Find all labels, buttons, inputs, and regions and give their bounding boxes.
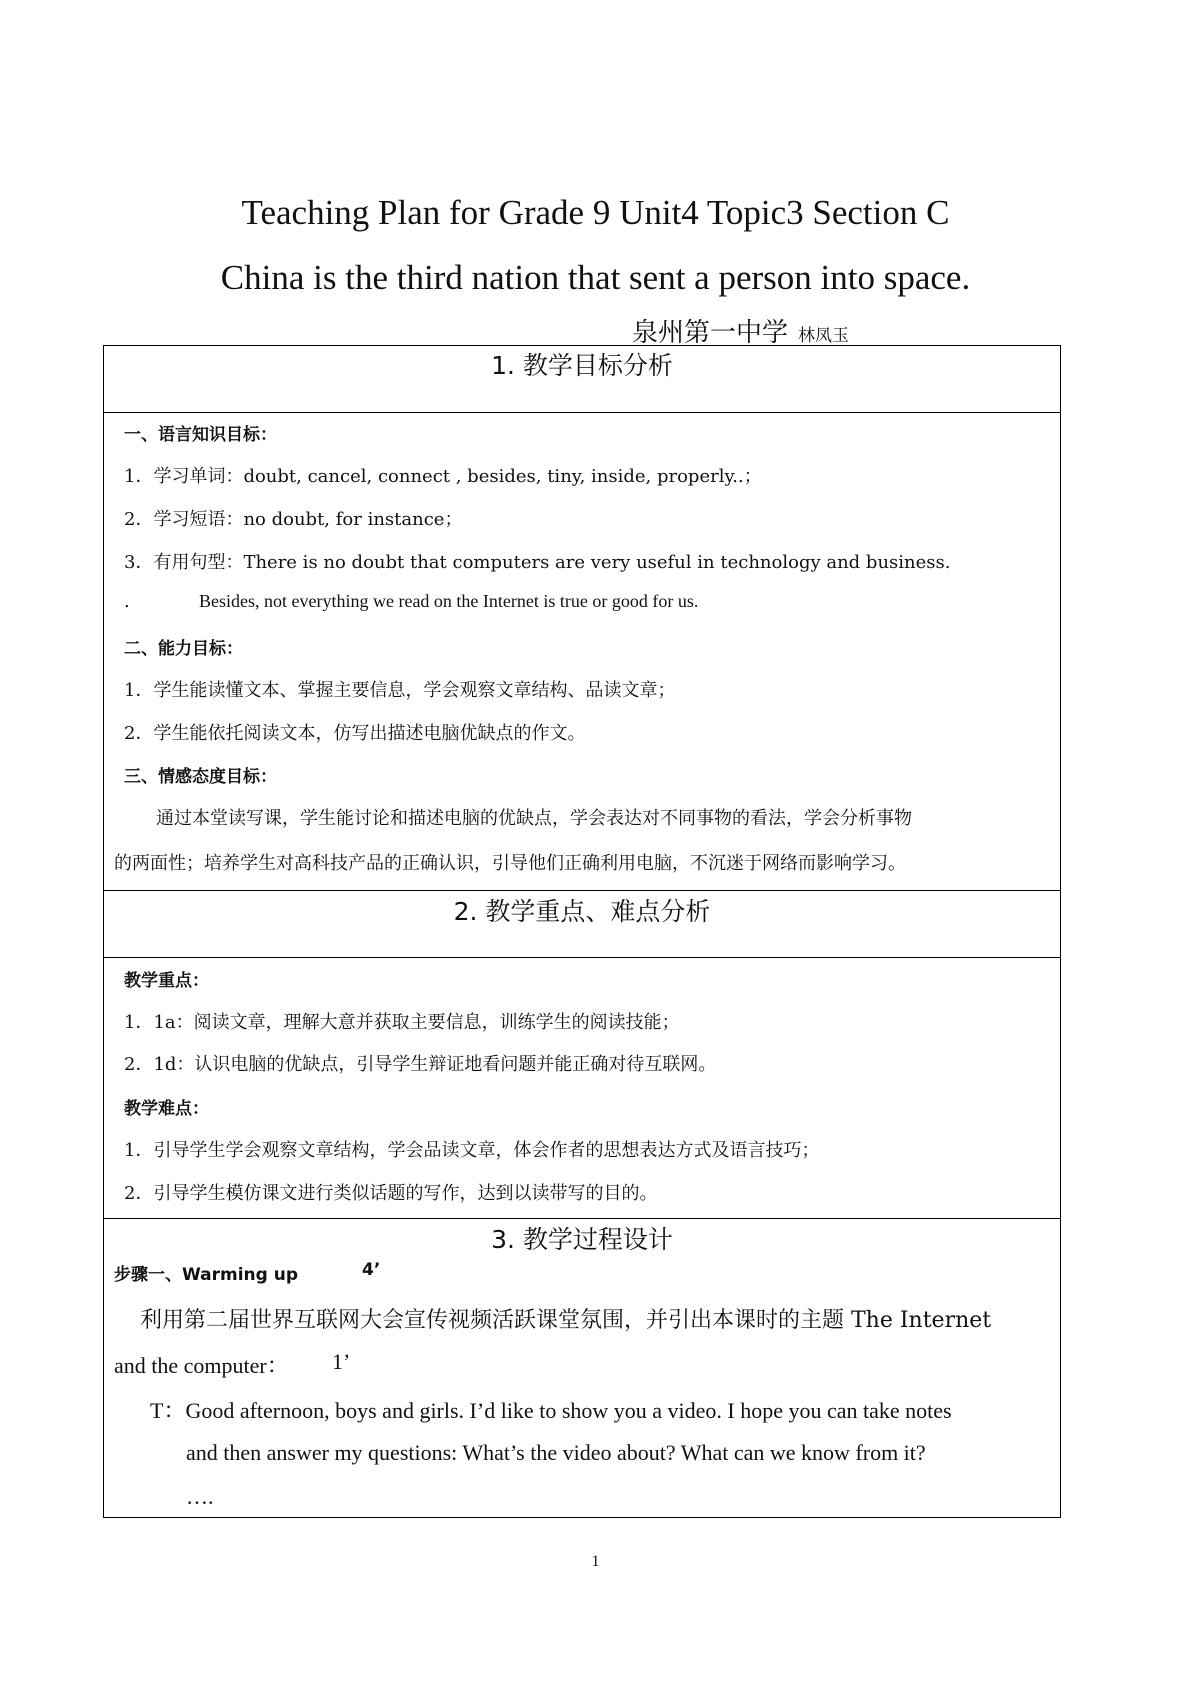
- para1-line-1: 利用第二届世界互联网大会宣传视频活跃课堂氛围，并引出本课时的主题 The Internet: [140, 1308, 992, 1333]
- divider: [104, 1218, 1060, 1219]
- teacher-name: 林凤玉: [798, 326, 850, 346]
- title-line-1: Teaching Plan for Grade 9 Unit4 Topic3 Section C: [241, 193, 950, 232]
- section2-heading: 2. 教学重点、难点分析: [453, 897, 711, 926]
- section3-heading: 3. 教学过程设计: [491, 1225, 673, 1254]
- section1-heading: 1. 教学目标分析: [491, 351, 673, 380]
- ability-item-1: 1．学生能读懂文本、掌握主要信息，学会观察文章结构、品读文章；: [124, 680, 676, 701]
- dialog-line-1: T：Good afternoon, boys and girls. I’d like to show you a video. I hope you can take notes: [150, 1398, 952, 1423]
- lang-item-3: 3．有用句型：There is no doubt that computers are very useful in technology and business.: [124, 552, 951, 573]
- key-item-2: 2．1d：认识电脑的优缺点，引导学生辩证地看问题并能正确对待互联网。: [124, 1054, 717, 1075]
- plan-table: [103, 345, 1061, 1518]
- para1-time: 1’: [332, 1349, 351, 1374]
- ability-goal-title: 二、能力目标：: [124, 639, 243, 659]
- lang-item-3-dot: .: [124, 591, 130, 612]
- emotion-text-line-1: 通过本堂读写课，学生能讨论和描述电脑的优缺点，学会表达对不同事物的看法，学会分析事物: [156, 808, 912, 829]
- title-line-2: China is the third nation that sent a person into space.: [220, 258, 971, 297]
- lang-item-2: 2．学习短语：no doubt, for instance；: [124, 509, 463, 530]
- difficult-item-2: 2．引导学生模仿课文进行类似话题的写作，达到以读带写的目的。: [124, 1183, 658, 1204]
- dialog-line-3: ….: [186, 1484, 214, 1509]
- step1-time: 4’: [362, 1260, 381, 1280]
- lang-item-1: 1．学习单词：doubt, cancel, connect , besides, tiny, inside, properly..；: [124, 466, 762, 487]
- page-number: 1: [591, 1553, 600, 1570]
- divider: [104, 957, 1060, 958]
- divider: [104, 890, 1060, 891]
- difficult-item-1: 1．引导学生学会观察文章结构，学会品读文章，体会作者的思想表达方式及语言技巧；: [124, 1140, 820, 1161]
- key-item-1: 1．1a：阅读文章，理解大意并获取主要信息，训练学生的阅读技能；: [124, 1012, 680, 1033]
- lang-item-3-cont: Besides, not everything we read on the Internet is true or good for us.: [199, 591, 699, 611]
- step1-title: 步骤一、Warming up: [114, 1265, 299, 1285]
- key-points-title: 教学重点：: [124, 971, 209, 991]
- divider: [104, 412, 1060, 413]
- emotion-text-line-2: 的两面性；培养学生对高科技产品的正确认识，引导他们正确利用电脑，不沉迷于网络而影响学习。: [114, 853, 906, 874]
- dialog-line-2: and then answer my questions: What’s the video about? What can we know from it?: [186, 1440, 926, 1465]
- lang-goal-title: 一、语言知识目标：: [124, 425, 277, 445]
- para1-line-2: and the computer：: [114, 1353, 289, 1378]
- difficult-points-title: 教学难点：: [124, 1099, 209, 1119]
- emotion-goal-title: 三、情感态度目标：: [124, 767, 277, 787]
- ability-item-2: 2．学生能依托阅读文本，仿写出描述电脑优缺点的作文。: [124, 723, 586, 744]
- author-line: [632, 312, 849, 349]
- school-name: 泉州第一中学: [632, 318, 789, 348]
